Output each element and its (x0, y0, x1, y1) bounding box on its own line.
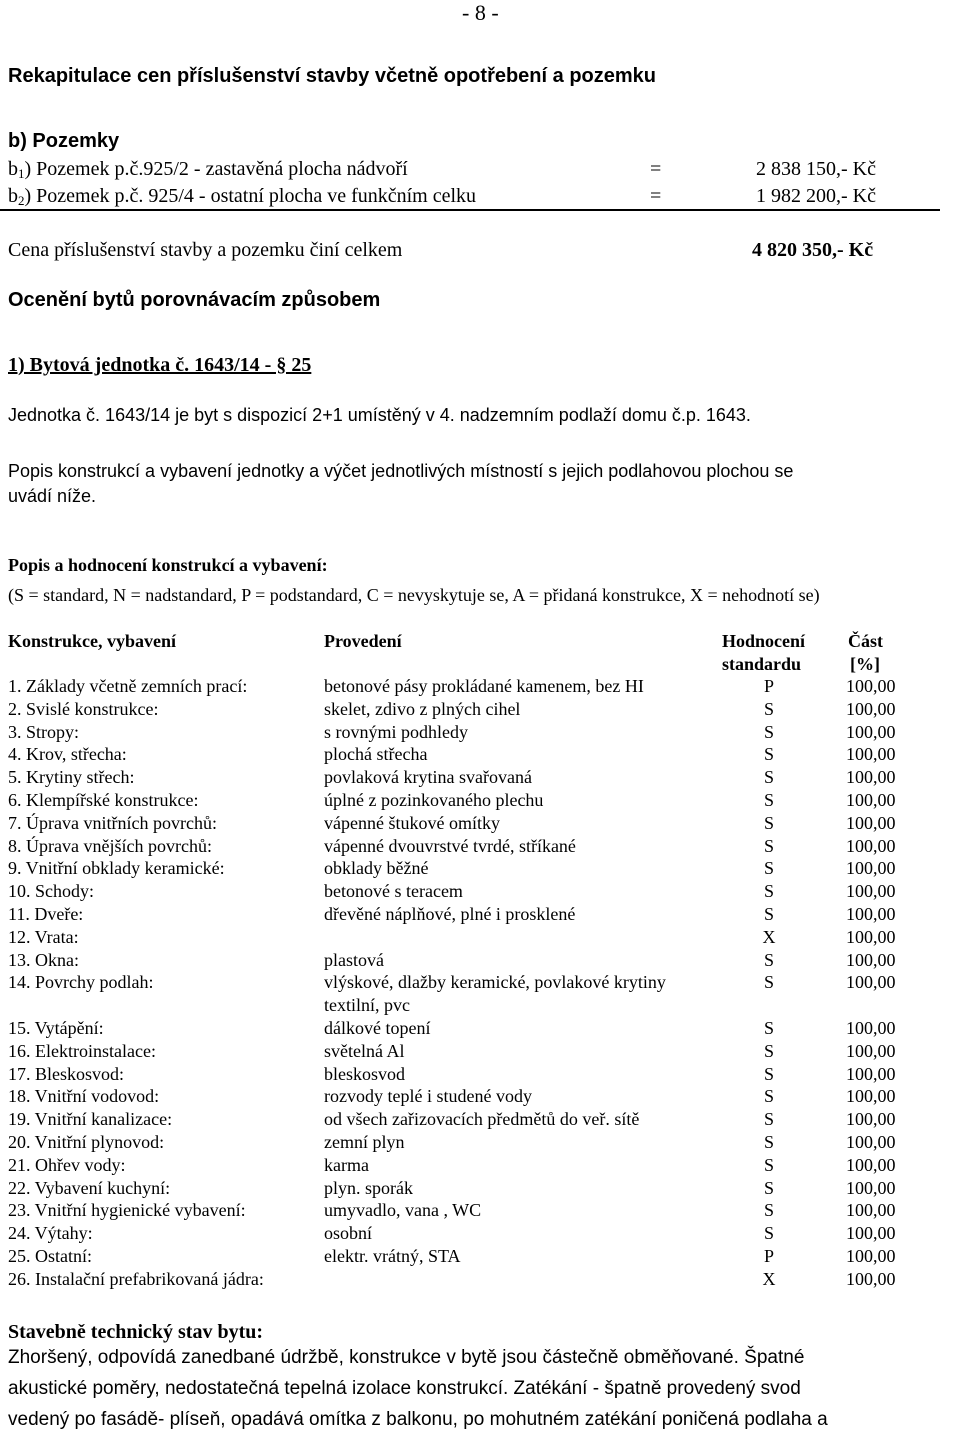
plot-row-2 (8, 185, 476, 209)
table-row (0, 1269, 960, 1291)
row-name: 8. Úprava vnějších povrchů: (8, 835, 212, 856)
header-rating-2: standardu (722, 654, 802, 674)
row-execution: plyn. sporák (324, 1177, 413, 1198)
row-share: 100,00 (846, 1063, 896, 1084)
section-title: Ocenění bytů porovnávacím způsobem (8, 289, 381, 311)
row-share: 100,00 (846, 698, 896, 719)
table-row (0, 904, 960, 926)
row-rating: S (763, 812, 774, 833)
table-row (0, 1246, 960, 1268)
row-share: 100,00 (846, 904, 896, 924)
row-share: 100,00 (846, 1040, 896, 1061)
unit-note-line1: Popis konstrukcí a vybavení jednotky a výčet jednotlivých místností s jejich podlahovou plochou se (8, 461, 794, 481)
row-execution: skelet, zdivo z plných cihel (324, 698, 521, 719)
row-execution: vápenné dvouvrstvé tvrdé, stříkané (324, 835, 576, 856)
table-row (0, 1086, 960, 1108)
row-share: 100,00 (846, 1018, 896, 1038)
table-row (0, 1178, 960, 1200)
row-execution: povlaková krytina svařovaná (324, 767, 532, 788)
row-share: 100,00 (846, 1132, 896, 1152)
row-name: 5. Krytiny střech: (8, 767, 135, 788)
row-name: 17. Bleskosvod: (8, 1063, 125, 1084)
plot-row-1 (8, 158, 408, 182)
plot-eq-1: = (650, 158, 662, 180)
row-name: 2. Svislé konstrukce: (8, 698, 159, 719)
row-share: 100,00 (846, 767, 896, 788)
row-share: 100,00 (846, 1109, 896, 1130)
row-rating: P (763, 1246, 774, 1266)
table-row (0, 699, 960, 721)
row-rating: P (763, 676, 774, 696)
plot-text: ) Pozemek p.č. 925/4 - ostatní plocha ve funkčním celku (24, 185, 477, 207)
unit-note-line2: uvádí níže. (8, 486, 97, 506)
header-rating: Hodnocení (722, 631, 806, 651)
row-name: 10. Schody: (8, 881, 95, 902)
row-execution: betonové pásy prokládané kamenem, bez HI (324, 676, 644, 696)
table-row (0, 836, 960, 858)
row-rating: S (763, 721, 774, 742)
plot-sub: 1 (18, 166, 25, 181)
header-share-2: [%] (850, 654, 880, 674)
table-row (0, 790, 960, 812)
plot-sub: 2 (18, 193, 25, 208)
row-rating: S (763, 1200, 774, 1221)
row-name: 25. Ostatní: (8, 1246, 92, 1266)
header-share: Část (848, 631, 883, 651)
table-row (0, 881, 960, 903)
row-share: 100,00 (846, 676, 896, 696)
row-share: 100,00 (846, 949, 896, 970)
row-rating: S (763, 1018, 774, 1038)
unit-title: 1) Bytová jednotka č. 1643/14 - § 25 (8, 354, 312, 376)
table-row (0, 1155, 960, 1177)
total-label: Cena příslušenství stavby a pozemku činí celkem (8, 239, 403, 261)
row-rating: S (763, 790, 774, 810)
row-execution: bleskosvod (324, 1063, 405, 1084)
main-title: Rekapitulace cen příslušenství stavby včetně opotřebení a pozemku (8, 65, 656, 87)
plot-prefix: b (8, 185, 18, 207)
table-row (0, 972, 960, 1016)
row-share: 100,00 (846, 1246, 896, 1266)
row-name: 14. Povrchy podlah: (8, 972, 154, 993)
table-row (0, 858, 960, 880)
row-rating: S (763, 904, 774, 924)
row-execution: s rovnými podhledy (324, 721, 468, 742)
row-execution: elektr. vrátný, STA (324, 1246, 461, 1266)
row-name: 20. Vnitřní plynovod: (8, 1132, 165, 1152)
row-name: 22. Vybavení kuchyní: (8, 1177, 171, 1198)
row-share: 100,00 (846, 1223, 896, 1244)
unit-description: Jednotka č. 1643/14 je byt s dispozicí 2+1 umístěný v 4. nadzemním podlaží domu č.p. 1643. (8, 405, 751, 425)
row-execution: úplné z pozinkovaného plechu (324, 790, 544, 810)
row-name: 18. Vnitřní vodovod: (8, 1086, 160, 1107)
row-execution: karma (324, 1154, 369, 1175)
row-execution: vápenné štukové omítky (324, 812, 500, 833)
table-row (0, 927, 960, 949)
table-row (0, 813, 960, 835)
row-share: 100,00 (846, 744, 896, 765)
row-share: 100,00 (846, 881, 896, 902)
row-execution: dřevěné náplňové, plné i prosklené (324, 904, 576, 924)
row-rating: S (763, 767, 774, 788)
row-execution: od všech zařizovacích předmětů do veř. sítě (324, 1109, 640, 1130)
plot-eq-2: = (650, 185, 662, 207)
row-name: 24. Výtahy: (8, 1223, 93, 1244)
plot-prefix: b (8, 158, 18, 180)
row-name: 19. Vnitřní kanalizace: (8, 1109, 173, 1130)
tech-state-line2: akustické poměry, nedostatečná tepelná izolace konstrukcí. Zatékání - špatně provedený svod (8, 1378, 801, 1399)
separator-line (0, 209, 940, 211)
row-name: 7. Úprava vnitřních povrchů: (8, 812, 217, 833)
row-execution: dálkové topení (324, 1018, 431, 1038)
row-name: 26. Instalační prefabrikovaná jádra: (8, 1268, 264, 1289)
row-share: 100,00 (846, 1268, 896, 1289)
row-share: 100,00 (846, 1200, 896, 1221)
row-rating: S (763, 1109, 774, 1130)
row-rating: S (763, 835, 774, 856)
table-row (0, 1041, 960, 1063)
total-value: 4 820 350,- Kč (752, 239, 874, 261)
row-name: 12. Vrata: (8, 926, 79, 947)
table-row (0, 676, 960, 698)
table-row (0, 767, 960, 789)
row-rating: S (763, 744, 774, 765)
row-execution-cont: textilní, pvc (324, 995, 410, 1016)
row-share: 100,00 (846, 926, 896, 947)
row-name: 16. Elektroinstalace: (8, 1040, 156, 1061)
tech-state-line3: vedený po fasádě- plíseň, opadává omítka z balkonu, po mohutném zatékání poničená podlaha a (8, 1409, 828, 1430)
row-execution: světelná Al (324, 1040, 405, 1061)
table-row (0, 1109, 960, 1131)
row-share: 100,00 (846, 721, 896, 742)
row-rating: S (763, 1177, 774, 1198)
row-execution: betonové s teracem (324, 881, 463, 902)
row-execution: obklady běžné (324, 858, 429, 879)
plot-text: ) Pozemek p.č.925/2 - zastavěná plocha nádvoří (24, 158, 408, 180)
header-execution: Provedení (324, 631, 402, 651)
row-rating: S (763, 1132, 774, 1152)
table-row (0, 1200, 960, 1222)
row-name: 21. Ohřev vody: (8, 1154, 126, 1175)
section-b-title: b) Pozemky (8, 130, 120, 152)
row-name: 6. Klempířské konstrukce: (8, 790, 199, 810)
row-rating: X (762, 1268, 776, 1289)
row-execution: osobní (324, 1223, 373, 1244)
table-row (0, 1064, 960, 1086)
row-execution: plastová (324, 949, 384, 970)
table-row (0, 1132, 960, 1154)
row-execution: zemní plyn (324, 1132, 405, 1152)
row-share: 100,00 (846, 835, 896, 856)
row-rating: S (763, 858, 774, 879)
row-name: 4. Krov, střecha: (8, 744, 127, 765)
header-name: Konstrukce, vybavení (8, 631, 177, 651)
row-rating: S (763, 1154, 774, 1175)
row-share: 100,00 (846, 1086, 896, 1107)
row-share: 100,00 (846, 858, 896, 879)
row-rating: S (763, 1063, 774, 1084)
row-rating: S (763, 881, 774, 902)
row-execution: umyvadlo, vana , WC (324, 1200, 482, 1221)
row-name: 23. Vnitřní hygienické vybavení: (8, 1200, 246, 1221)
row-share: 100,00 (846, 1177, 896, 1198)
table-row (0, 1223, 960, 1245)
tech-state-line1: Zhoršený, odpovídá zanedbané údržbě, konstrukce v bytě jsou částečně obměňované. Špatné (8, 1347, 805, 1368)
row-rating: S (763, 1040, 774, 1061)
row-rating: S (763, 949, 774, 970)
row-name: 3. Stropy: (8, 721, 80, 742)
plot-value-1: 2 838 150,- Kč (756, 158, 876, 180)
page-number: - 8 - (462, 0, 499, 25)
constructions-title: Popis a hodnocení konstrukcí a vybavení: (8, 555, 328, 575)
row-share: 100,00 (846, 1154, 896, 1175)
constructions-legend: (S = standard, N = nadstandard, P = podstandard, C = nevyskytuje se, A = přidaná konstrukce, X = nehodnotí se) (8, 585, 820, 605)
table-row (0, 950, 960, 972)
row-name: 11. Dveře: (8, 904, 84, 924)
row-execution: plochá střecha (324, 744, 428, 765)
row-share: 100,00 (846, 972, 896, 993)
row-share: 100,00 (846, 812, 896, 833)
row-name: 13. Okna: (8, 949, 79, 970)
row-rating: S (763, 1223, 774, 1244)
plot-value-2: 1 982 200,- Kč (756, 185, 876, 207)
row-execution: rozvody teplé i studené vody (324, 1086, 532, 1107)
row-rating: X (762, 926, 776, 947)
table-row (0, 1018, 960, 1040)
row-name: 1. Základy včetně zemních prací: (8, 676, 248, 696)
table-row (0, 722, 960, 744)
tech-state-title: Stavebně technický stav bytu: (8, 1321, 264, 1343)
row-rating: S (763, 698, 774, 719)
row-rating: S (763, 1086, 774, 1107)
row-rating: S (763, 972, 774, 993)
row-share: 100,00 (846, 790, 896, 810)
row-name: 9. Vnitřní obklady keramické: (8, 858, 225, 879)
table-row (0, 744, 960, 766)
row-execution: vlýskové, dlažby keramické, povlakové krytiny (324, 972, 666, 993)
row-name: 15. Vytápění: (8, 1018, 104, 1038)
